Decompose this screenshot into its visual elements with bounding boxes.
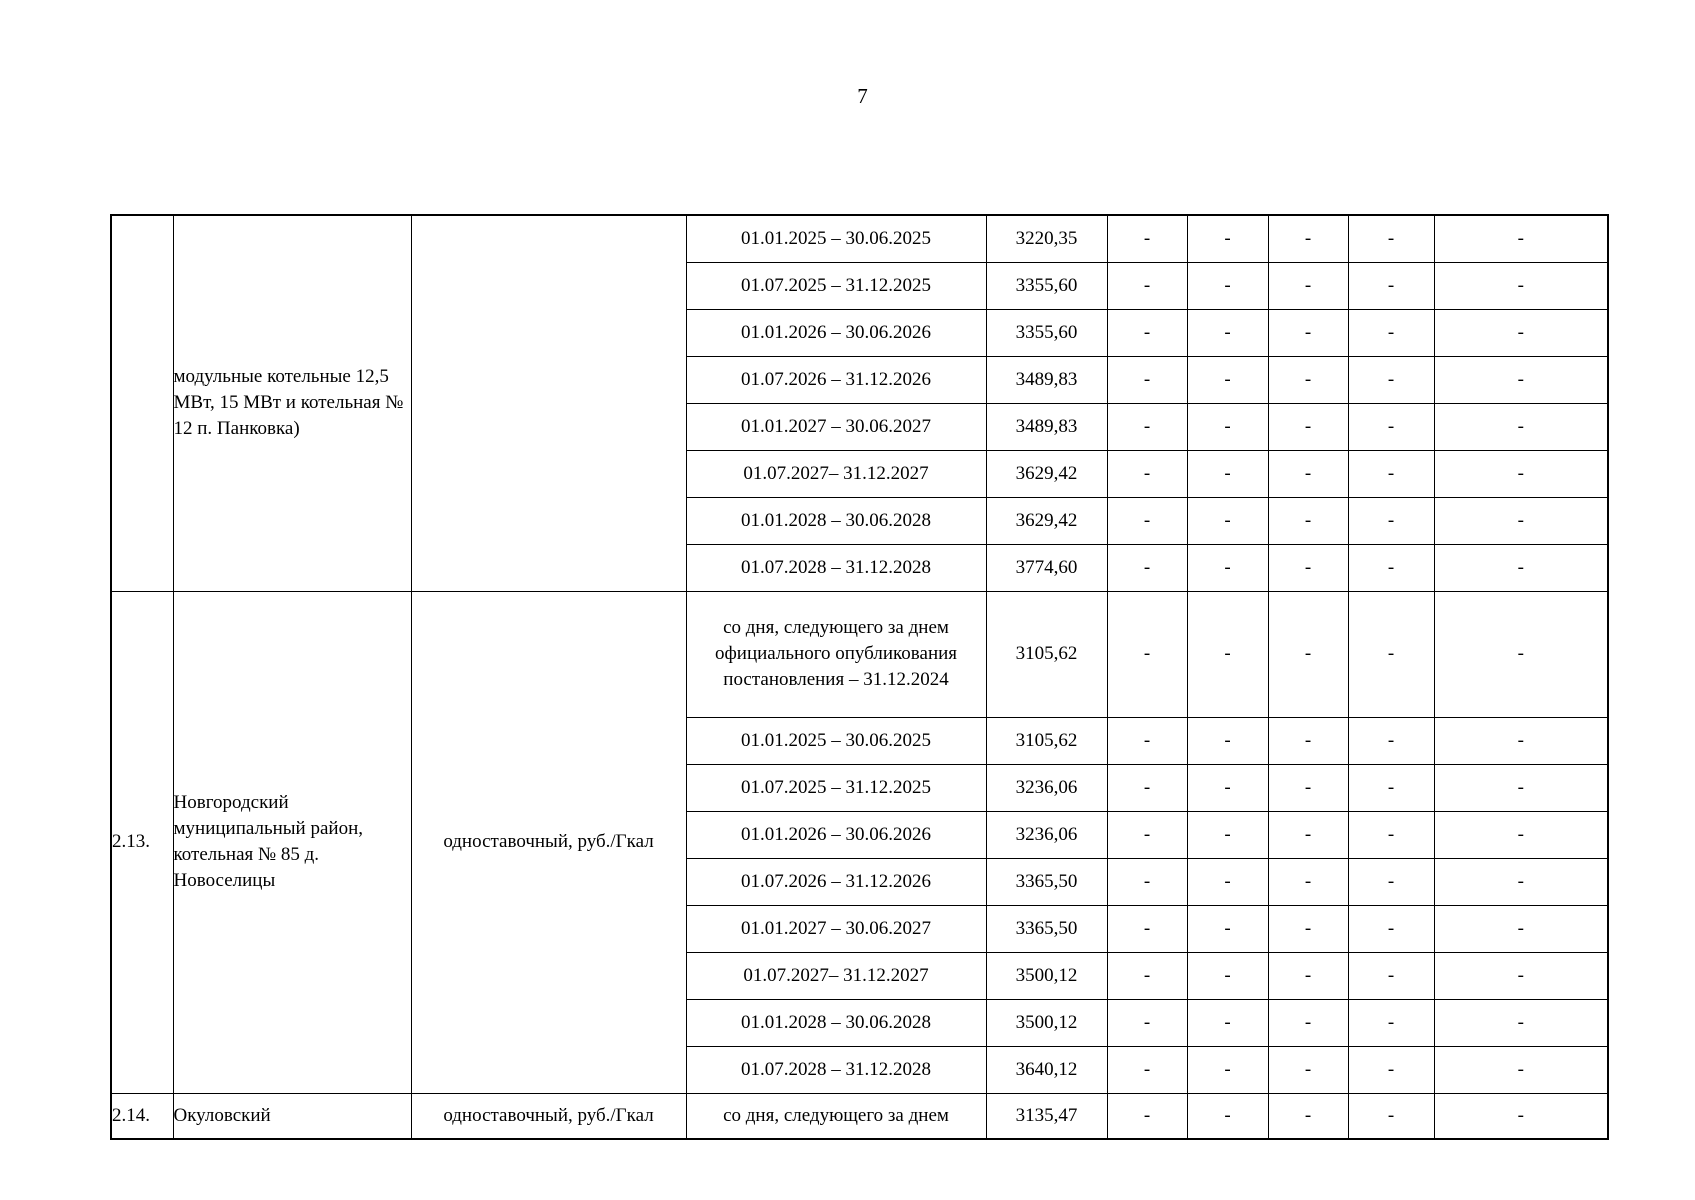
empty-value-cell: - bbox=[1187, 999, 1268, 1046]
empty-value-cell: - bbox=[1268, 764, 1348, 811]
tariff-value-cell: 3774,60 bbox=[986, 544, 1107, 591]
empty-value-cell: - bbox=[1434, 1093, 1608, 1139]
empty-value-cell: - bbox=[1348, 952, 1434, 999]
empty-value-cell: - bbox=[1268, 356, 1348, 403]
empty-value-cell: - bbox=[1187, 403, 1268, 450]
empty-value-cell: - bbox=[1187, 717, 1268, 764]
tariff-value-cell: 3355,60 bbox=[986, 262, 1107, 309]
table-row bbox=[111, 215, 1608, 262]
empty-value-cell: - bbox=[1268, 1046, 1348, 1093]
tariff-value-cell: 3629,42 bbox=[986, 450, 1107, 497]
empty-value-cell: - bbox=[1268, 262, 1348, 309]
empty-value-cell: - bbox=[1348, 811, 1434, 858]
empty-value-cell: - bbox=[1187, 215, 1268, 262]
empty-value-cell: - bbox=[1434, 905, 1608, 952]
period-cell: 01.07.2026 – 31.12.2026 bbox=[686, 858, 986, 905]
empty-value-cell: - bbox=[1348, 450, 1434, 497]
tariff-value-cell: 3105,62 bbox=[986, 717, 1107, 764]
empty-value-cell: - bbox=[1434, 1046, 1608, 1093]
period-cell: со дня, следующего за днем bbox=[686, 1093, 986, 1139]
period-cell: 01.01.2025 – 30.06.2025 bbox=[686, 215, 986, 262]
heat-source-name-cell: модульные котельные 12,5 МВт, 15 МВт и котельная № 12 п. Панковка) bbox=[173, 215, 411, 591]
empty-value-cell: - bbox=[1348, 591, 1434, 717]
empty-value-cell: - bbox=[1434, 215, 1608, 262]
tariff-value-cell: 3365,50 bbox=[986, 858, 1107, 905]
tariff-value-cell: 3236,06 bbox=[986, 811, 1107, 858]
empty-value-cell: - bbox=[1107, 811, 1187, 858]
empty-value-cell: - bbox=[1348, 497, 1434, 544]
period-cell: со дня, следующего за днем официального опубликования постановления – 31.12.2024 bbox=[686, 591, 986, 717]
empty-value-cell: - bbox=[1434, 764, 1608, 811]
empty-value-cell: - bbox=[1187, 544, 1268, 591]
rate-type-cell: одноставочный, руб./Гкал bbox=[411, 591, 686, 1093]
empty-value-cell: - bbox=[1348, 309, 1434, 356]
empty-value-cell: - bbox=[1107, 858, 1187, 905]
empty-value-cell: - bbox=[1187, 858, 1268, 905]
period-cell: 01.01.2026 – 30.06.2026 bbox=[686, 309, 986, 356]
tariff-value-cell: 3500,12 bbox=[986, 999, 1107, 1046]
empty-value-cell: - bbox=[1348, 544, 1434, 591]
tariff-table-body bbox=[111, 215, 1608, 1139]
empty-value-cell: - bbox=[1268, 403, 1348, 450]
item-number-cell: 2.13. bbox=[111, 591, 173, 1093]
period-cell: 01.07.2028 – 31.12.2028 bbox=[686, 544, 986, 591]
tariff-value-cell: 3489,83 bbox=[986, 356, 1107, 403]
empty-value-cell: - bbox=[1107, 952, 1187, 999]
empty-value-cell: - bbox=[1348, 215, 1434, 262]
empty-value-cell: - bbox=[1187, 811, 1268, 858]
empty-value-cell: - bbox=[1348, 1093, 1434, 1139]
tariff-value-cell: 3135,47 bbox=[986, 1093, 1107, 1139]
table-row bbox=[111, 1093, 1608, 1139]
empty-value-cell: - bbox=[1268, 1093, 1348, 1139]
period-cell: 01.01.2027 – 30.06.2027 bbox=[686, 403, 986, 450]
period-cell: 01.01.2026 – 30.06.2026 bbox=[686, 811, 986, 858]
heat-source-name-cell: Новгородский муниципальный район, котельная № 85 д. Новоселицы bbox=[173, 591, 411, 1093]
empty-value-cell: - bbox=[1434, 811, 1608, 858]
tariff-value-cell: 3236,06 bbox=[986, 764, 1107, 811]
heat-source-name-cell: Окуловский bbox=[173, 1093, 411, 1139]
page-number: 7 bbox=[857, 84, 868, 108]
empty-value-cell: - bbox=[1268, 952, 1348, 999]
empty-value-cell: - bbox=[1187, 1046, 1268, 1093]
rate-type-cell: одноставочный, руб./Гкал bbox=[411, 1093, 686, 1139]
empty-value-cell: - bbox=[1107, 356, 1187, 403]
empty-value-cell: - bbox=[1434, 952, 1608, 999]
empty-value-cell: - bbox=[1268, 717, 1348, 764]
empty-value-cell: - bbox=[1268, 999, 1348, 1046]
empty-value-cell: - bbox=[1187, 1093, 1268, 1139]
item-number-cell: 2.14. bbox=[111, 1093, 173, 1139]
empty-value-cell: - bbox=[1348, 403, 1434, 450]
empty-value-cell: - bbox=[1187, 764, 1268, 811]
empty-value-cell: - bbox=[1268, 450, 1348, 497]
empty-value-cell: - bbox=[1348, 905, 1434, 952]
empty-value-cell: - bbox=[1187, 450, 1268, 497]
empty-value-cell: - bbox=[1107, 1046, 1187, 1093]
empty-value-cell: - bbox=[1187, 952, 1268, 999]
table-row bbox=[111, 591, 1608, 717]
empty-value-cell: - bbox=[1434, 309, 1608, 356]
empty-value-cell: - bbox=[1268, 811, 1348, 858]
period-cell: 01.07.2025 – 31.12.2025 bbox=[686, 262, 986, 309]
empty-value-cell: - bbox=[1268, 858, 1348, 905]
empty-value-cell: - bbox=[1434, 858, 1608, 905]
empty-value-cell: - bbox=[1268, 497, 1348, 544]
empty-value-cell: - bbox=[1434, 999, 1608, 1046]
empty-value-cell: - bbox=[1348, 858, 1434, 905]
empty-value-cell: - bbox=[1107, 905, 1187, 952]
empty-value-cell: - bbox=[1268, 591, 1348, 717]
tariff-value-cell: 3105,62 bbox=[986, 591, 1107, 717]
empty-value-cell: - bbox=[1187, 905, 1268, 952]
empty-value-cell: - bbox=[1107, 309, 1187, 356]
empty-value-cell: - bbox=[1434, 403, 1608, 450]
empty-value-cell: - bbox=[1268, 905, 1348, 952]
tariff-value-cell: 3220,35 bbox=[986, 215, 1107, 262]
tariff-value-cell: 3355,60 bbox=[986, 309, 1107, 356]
empty-value-cell: - bbox=[1434, 591, 1608, 717]
empty-value-cell: - bbox=[1187, 497, 1268, 544]
tariff-value-cell: 3365,50 bbox=[986, 905, 1107, 952]
empty-value-cell: - bbox=[1434, 717, 1608, 764]
empty-value-cell: - bbox=[1348, 262, 1434, 309]
tariff-value-cell: 3489,83 bbox=[986, 403, 1107, 450]
empty-value-cell: - bbox=[1268, 215, 1348, 262]
empty-value-cell: - bbox=[1434, 262, 1608, 309]
empty-value-cell: - bbox=[1434, 544, 1608, 591]
empty-value-cell: - bbox=[1348, 764, 1434, 811]
empty-value-cell: - bbox=[1434, 497, 1608, 544]
tariff-value-cell: 3640,12 bbox=[986, 1046, 1107, 1093]
period-cell: 01.07.2027– 31.12.2027 bbox=[686, 450, 986, 497]
empty-value-cell: - bbox=[1107, 215, 1187, 262]
empty-value-cell: - bbox=[1107, 591, 1187, 717]
empty-value-cell: - bbox=[1348, 1046, 1434, 1093]
empty-value-cell: - bbox=[1434, 450, 1608, 497]
item-number-cell bbox=[111, 215, 173, 591]
empty-value-cell: - bbox=[1348, 717, 1434, 764]
empty-value-cell: - bbox=[1348, 356, 1434, 403]
empty-value-cell: - bbox=[1107, 262, 1187, 309]
period-cell: 01.07.2028 – 31.12.2028 bbox=[686, 1046, 986, 1093]
period-cell: 01.01.2027 – 30.06.2027 bbox=[686, 905, 986, 952]
empty-value-cell: - bbox=[1434, 356, 1608, 403]
empty-value-cell: - bbox=[1107, 497, 1187, 544]
empty-value-cell: - bbox=[1187, 309, 1268, 356]
empty-value-cell: - bbox=[1107, 764, 1187, 811]
empty-value-cell: - bbox=[1107, 999, 1187, 1046]
tariff-value-cell: 3500,12 bbox=[986, 952, 1107, 999]
empty-value-cell: - bbox=[1187, 262, 1268, 309]
empty-value-cell: - bbox=[1348, 999, 1434, 1046]
empty-value-cell: - bbox=[1268, 544, 1348, 591]
period-cell: 01.07.2027– 31.12.2027 bbox=[686, 952, 986, 999]
empty-value-cell: - bbox=[1187, 356, 1268, 403]
empty-value-cell: - bbox=[1107, 544, 1187, 591]
period-cell: 01.01.2028 – 30.06.2028 bbox=[686, 999, 986, 1046]
empty-value-cell: - bbox=[1107, 1093, 1187, 1139]
period-cell: 01.01.2028 – 30.06.2028 bbox=[686, 497, 986, 544]
period-cell: 01.07.2025 – 31.12.2025 bbox=[686, 764, 986, 811]
empty-value-cell: - bbox=[1107, 450, 1187, 497]
period-cell: 01.07.2026 – 31.12.2026 bbox=[686, 356, 986, 403]
tariff-value-cell: 3629,42 bbox=[986, 497, 1107, 544]
rate-type-cell bbox=[411, 215, 686, 591]
empty-value-cell: - bbox=[1187, 591, 1268, 717]
empty-value-cell: - bbox=[1107, 403, 1187, 450]
period-cell: 01.01.2025 – 30.06.2025 bbox=[686, 717, 986, 764]
empty-value-cell: - bbox=[1107, 717, 1187, 764]
tariff-table bbox=[110, 214, 1609, 1140]
empty-value-cell: - bbox=[1268, 309, 1348, 356]
